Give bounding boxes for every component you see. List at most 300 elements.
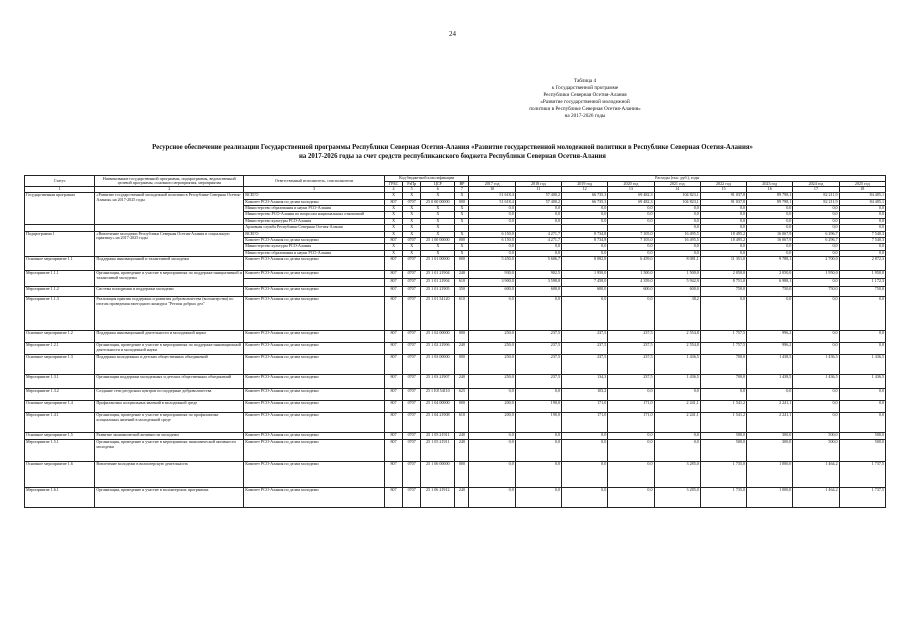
grbs-cell: 807 — [385, 297, 403, 331]
amount-cell: 1 436,5 — [654, 355, 700, 375]
index-cell: 2 — [95, 187, 244, 193]
amount-cell: 6 296,7 — [793, 231, 839, 237]
amount-cell: 7 540,3 — [839, 231, 885, 237]
vr-cell: X — [455, 205, 469, 211]
amount-cell: 4 271,7 — [515, 231, 561, 237]
amount-cell: 1 000,0 — [747, 462, 793, 488]
amount-cell: 0,0 — [515, 297, 561, 331]
amount-cell: 0,0 — [839, 401, 885, 413]
executor-cell: Комитет РСО-Алания по делам молодежи — [244, 343, 385, 355]
amount-cell: 0,0 — [562, 462, 608, 488]
amount-cell: 1 436,5 — [793, 375, 839, 389]
amount-cell: 0,0 — [654, 244, 700, 250]
index-cell: 12 — [562, 187, 608, 193]
rzpr-cell: 0707 — [403, 433, 421, 440]
amount-cell: 82 211,9 — [793, 193, 839, 199]
amount-cell: 2 050,0 — [747, 271, 793, 279]
amount-cell: 8 081,1 — [654, 257, 700, 271]
amount-cell: 0,0 — [839, 389, 885, 401]
amount-cell: 134,3 — [562, 375, 608, 389]
executor-cell: Комитет РСО-Алания по делам молодежи — [244, 375, 385, 389]
amount-cell: 1 735,0 — [700, 488, 746, 508]
csr-cell: 25 1 01 21905 — [421, 287, 455, 297]
amount-cell: 0,0 — [469, 212, 515, 218]
header-name: Наименование государственной программы, подпрограммы, ведомственной целевой программы, основного мероприятия, мероприятия — [95, 176, 244, 187]
amount-cell: 0,0 — [562, 218, 608, 224]
amount-cell: 0,0 — [515, 488, 561, 508]
grbs-cell: 807 — [385, 375, 403, 389]
name-cell: Поддержка инновационной деятельности и молодежной науки — [95, 331, 244, 343]
amount-cell: 1 737,5 — [839, 488, 885, 508]
header-status: Статус — [25, 176, 95, 187]
csr-cell: X — [421, 212, 455, 218]
amount-cell: 0,0 — [469, 297, 515, 331]
vr-cell: 240 — [455, 375, 469, 389]
amount-cell: 0,0 — [562, 244, 608, 250]
rzpr-cell: 0707 — [403, 199, 421, 205]
executor-cell: Министерство образования и науки РСО-Алания — [244, 250, 385, 256]
vr-cell: 350 — [455, 287, 469, 297]
amount-cell: 0,0 — [515, 205, 561, 211]
amount-cell: 1 464,2 — [793, 462, 839, 488]
amount-cell: 600,0 — [654, 287, 700, 297]
amount-cell: 38,2 — [654, 297, 700, 331]
amount-cell: 1 000,0 — [747, 488, 793, 508]
rzpr-cell: 0707 — [403, 488, 421, 508]
name-cell: Реализация практик поддержки и развития добровольчества (волонтерства) по итогам проведения ежегодного конкурса "Регион добрых дел" — [95, 297, 244, 331]
executor-cell: Комитет РСО-Алания по делам молодежи — [244, 440, 385, 462]
amount-cell: 171,0 — [562, 413, 608, 433]
table-body — [25, 187, 886, 508]
vr-cell: X — [455, 212, 469, 218]
executor-cell: Комитет РСО-Алания по делам молодежи — [244, 237, 385, 243]
grbs-cell: X — [385, 218, 403, 224]
amount-cell: 0,0 — [608, 462, 654, 488]
amount-cell: 7 540,3 — [839, 237, 885, 243]
amount-cell: 700,0 — [700, 375, 746, 389]
header-year: 2025 год — [839, 181, 885, 187]
name-cell: Поддержка инновационной и талантливой молодежи — [95, 257, 244, 271]
amount-cell: 0,0 — [608, 488, 654, 508]
amount-cell: 1 757,5 — [700, 331, 746, 343]
name-cell: Профилактика асоциальных явлений в молодежной среде — [95, 401, 244, 413]
amount-cell: 0,0 — [608, 389, 654, 401]
amount-cell: 750,0 — [839, 287, 885, 297]
grbs-cell: 807 — [385, 389, 403, 401]
vr-cell: 000 — [455, 401, 469, 413]
amount-cell: 237,5 — [608, 355, 654, 375]
amount-cell: 0,0 — [469, 244, 515, 250]
rzpr-cell: 0707 — [403, 331, 421, 343]
grbs-cell: X — [385, 193, 403, 199]
amount-cell: 0,0 — [839, 218, 885, 224]
amount-cell: 237,5 — [562, 331, 608, 343]
name-cell: «Развитие государственной молодежной политики в Республике Северная Осетия-Алания» на 2017-2025 годы — [95, 193, 244, 225]
amount-cell: 250,0 — [469, 343, 515, 355]
csr-cell: 25 1 03 00000 — [421, 355, 455, 375]
rzpr-cell: 0707 — [403, 287, 421, 297]
amount-cell: 171,0 — [608, 413, 654, 433]
vr-cell: 000 — [455, 257, 469, 271]
amount-cell: 2 700,0 — [793, 257, 839, 271]
amount-cell: 0,0 — [700, 218, 746, 224]
amount-cell: 6 296,7 — [793, 237, 839, 243]
table-row — [25, 343, 886, 355]
amount-cell: 0,0 — [747, 212, 793, 218]
status-cell: Мероприятие 1.1.1 — [25, 271, 95, 287]
amount-cell: 0,0 — [700, 212, 746, 218]
header-rzpr: РзПр — [403, 181, 421, 187]
name-cell: Организация, проведение и участие в мероприятиях по поддержке инновационной деятельности и молодежной науки — [95, 343, 244, 355]
amount-cell: 0,0 — [654, 225, 700, 231]
grbs-cell: 807 — [385, 355, 403, 375]
header-year: 2023 год — [747, 181, 793, 187]
title-line: Ресурсное обеспечение реализации Государственной программы Республики Северная Осетия-Алания «Развитие государственной молодежной политики в Республике Северная Осетия-Алания» — [152, 144, 753, 151]
executor-cell: Комитет РСО-Алания по делам молодежи — [244, 297, 385, 331]
amount-cell: 1 541,2 — [700, 413, 746, 433]
executor-cell: Комитет РСО-Алания по делам молодежи — [244, 401, 385, 413]
rzpr-cell: X — [403, 231, 421, 237]
title-line: на 2017-2026 годы за счет средств республиканского бюджета Республики Северная Осетия-Алания — [299, 152, 606, 160]
executor-cell: Комитет РСО-Алания по делам молодежи — [244, 331, 385, 343]
amount-cell: 8 734,8 — [562, 231, 608, 237]
grbs-cell: 807 — [385, 413, 403, 433]
csr-cell: 25 1 01 54120 — [421, 297, 455, 331]
amount-cell: 82 211,9 — [793, 199, 839, 205]
amount-cell: 0,0 — [793, 244, 839, 250]
amount-cell: 69 482,3 — [608, 193, 654, 199]
amount-cell: 2 241,1 — [747, 401, 793, 413]
amount-cell: 0,0 — [654, 250, 700, 256]
vr-cell: 000 — [455, 199, 469, 205]
csr-cell: 25 1 05 21911 — [421, 440, 455, 462]
header-year: 2020 год — [608, 181, 654, 187]
amount-cell: 0,0 — [793, 389, 839, 401]
name-cell: Организация, проведение и участие в волонтерских программах — [95, 488, 244, 508]
status-cell: Мероприятие 1.1.2 — [25, 287, 95, 297]
amount-cell: 9 788,1 — [747, 257, 793, 271]
rzpr-cell: X — [403, 244, 421, 250]
amount-cell: 51 618,4 — [469, 193, 515, 199]
amount-cell: 300,0 — [747, 440, 793, 462]
amount-cell: 6 150,0 — [469, 231, 515, 237]
status-cell: Мероприятие 1.5.1 — [25, 440, 95, 462]
executor-cell: ВСЕГО — [244, 231, 385, 237]
amount-cell: 500,0 — [793, 433, 839, 440]
grbs-cell: 807 — [385, 287, 403, 297]
amount-cell: 1 757,5 — [700, 343, 746, 355]
amount-cell: 0,0 — [839, 225, 885, 231]
amount-cell: 5 606,7 — [515, 257, 561, 271]
header-expenses: Расходы (тыс. руб.), годы — [469, 176, 886, 182]
grbs-cell: X — [385, 244, 403, 250]
table-row — [25, 331, 886, 343]
status-cell: Мероприятие 1.1.3 — [25, 297, 95, 331]
amount-cell: 171,0 — [608, 401, 654, 413]
amount-cell: 1 737,5 — [839, 462, 885, 488]
amount-cell: 104 823,1 — [654, 199, 700, 205]
amount-cell: 996,2 — [747, 331, 793, 343]
status-cell: Основное мероприятие 1.2 — [25, 331, 95, 343]
amount-cell: 2 241,1 — [654, 401, 700, 413]
amount-cell: 0,0 — [793, 401, 839, 413]
header-year: 2019 год — [562, 181, 608, 187]
grbs-cell: X — [385, 205, 403, 211]
amount-cell: 902,5 — [515, 271, 561, 279]
index-cell: 16 — [747, 187, 793, 193]
header-year: 2021 год — [654, 181, 700, 187]
vr-cell: 000 — [455, 355, 469, 375]
amount-cell: 1 950,0 — [562, 271, 608, 279]
amount-cell: 600,0 — [515, 287, 561, 297]
header-year: 2018 год — [515, 181, 561, 187]
amount-cell: 0,0 — [515, 440, 561, 462]
amount-cell: 237,5 — [608, 375, 654, 389]
csr-cell: X — [421, 193, 455, 199]
index-cell: 13 — [608, 187, 654, 193]
amount-cell: 171,0 — [562, 401, 608, 413]
amount-cell: 2 241,1 — [747, 413, 793, 433]
amount-cell: 3 900,0 — [469, 279, 515, 287]
amount-cell: 750,0 — [700, 287, 746, 297]
grbs-cell: 807 — [385, 271, 403, 279]
amount-cell: 250,0 — [469, 331, 515, 343]
amount-cell: 0,0 — [793, 413, 839, 433]
amount-cell: 500,0 — [700, 433, 746, 440]
amount-cell: 0,0 — [608, 205, 654, 211]
amount-cell: 0,0 — [747, 297, 793, 331]
executor-cell: Комитет РСО-Алания по делам молодежи — [244, 413, 385, 433]
csr-cell: 25 1 04 21908 — [421, 413, 455, 433]
name-cell: Развитие экономической активности молодежи — [95, 433, 244, 440]
amount-cell: 2 872,3 — [839, 257, 885, 271]
amount-cell: 0,0 — [747, 389, 793, 401]
amount-cell: 1 436,5 — [654, 375, 700, 389]
rzpr-cell: X — [403, 250, 421, 256]
rzpr-cell: 0707 — [403, 462, 421, 488]
amount-cell: 4 359,0 — [608, 279, 654, 287]
amount-cell: 8 751,0 — [700, 279, 746, 287]
amount-cell: 7 450,0 — [562, 279, 608, 287]
amount-cell: 57 400,2 — [515, 199, 561, 205]
vr-cell: X — [455, 244, 469, 250]
table-row — [25, 389, 886, 401]
csr-cell: 25 1 03 21907 — [421, 375, 455, 389]
amount-cell: 18 495,2 — [700, 237, 746, 243]
amount-cell: 0,0 — [839, 297, 885, 331]
header-executor: Ответственный исполнитель, соисполнители — [244, 176, 385, 187]
amount-cell: 0,0 — [747, 250, 793, 256]
csr-cell: 25 1 01 00000 — [421, 257, 455, 271]
amount-cell: 0,0 — [562, 250, 608, 256]
amount-cell: 1 438,5 — [747, 375, 793, 389]
vr-cell: X — [455, 218, 469, 224]
amount-cell: 0,0 — [562, 440, 608, 462]
rzpr-cell: X — [403, 225, 421, 231]
annex-line: политики в Республике Северная Осетия-Алания» — [529, 106, 641, 112]
amount-cell: 0,0 — [700, 225, 746, 231]
amount-cell: 51 618,4 — [469, 199, 515, 205]
executor-cell: Комитет РСО-Алания по делам молодежи — [244, 433, 385, 440]
amount-cell: 0,0 — [747, 205, 793, 211]
amount-cell: 0,0 — [469, 462, 515, 488]
amount-cell: 1 464,2 — [793, 488, 839, 508]
csr-cell: 25 1 02 00000 — [421, 331, 455, 343]
amount-cell: 69 482,3 — [608, 199, 654, 205]
status-cell: Мероприятие 1.3.1 — [25, 375, 95, 389]
table-row — [25, 355, 886, 375]
table-row — [25, 287, 886, 297]
index-cell: 1 — [25, 187, 95, 193]
amount-cell: 600,0 — [469, 287, 515, 297]
amount-cell: 7 105,0 — [608, 231, 654, 237]
amount-cell: 237,5 — [515, 343, 561, 355]
amount-cell: 190,0 — [515, 413, 561, 433]
amount-cell: 0,0 — [469, 488, 515, 508]
grbs-cell: X — [385, 212, 403, 218]
amount-cell: 0,0 — [562, 488, 608, 508]
table-row — [25, 440, 886, 462]
csr-cell: 25 1 06 21912 — [421, 488, 455, 508]
status-cell: Мероприятие 1.4.1 — [25, 413, 95, 433]
executor-cell: Министерство образования и науки РСО-Алания — [244, 205, 385, 211]
amount-cell: 4 271,7 — [515, 237, 561, 243]
amount-cell: 0,0 — [700, 244, 746, 250]
vr-cell: 610 — [455, 297, 469, 331]
amount-cell: 0,0 — [839, 331, 885, 343]
amount-cell: 0,0 — [747, 218, 793, 224]
index-cell: 11 — [515, 187, 561, 193]
grbs-cell: 807 — [385, 462, 403, 488]
amount-cell: 0,0 — [793, 225, 839, 231]
amount-cell: 0,0 — [562, 297, 608, 331]
executor-cell: Комитет РСО-Алания по делам молодежи — [244, 488, 385, 508]
table-head — [25, 176, 886, 187]
header-budget-class: Код бюджетной классификации — [385, 176, 469, 182]
amount-cell: 91 037,8 — [700, 193, 746, 199]
grbs-cell: X — [385, 250, 403, 256]
index-cell: 15 — [700, 187, 746, 193]
grbs-cell: X — [385, 225, 403, 231]
rzpr-cell: 0707 — [403, 440, 421, 462]
vr-cell: 240 — [455, 271, 469, 279]
annex-line: на 2017-2026 годы — [564, 113, 606, 119]
index-cell: 18 — [839, 187, 885, 193]
amount-cell: 996,2 — [747, 343, 793, 355]
vr-cell: 000 — [455, 462, 469, 488]
amount-cell: 500,0 — [700, 440, 746, 462]
executor-cell: Комитет РСО-Алания по делам молодежи — [244, 462, 385, 488]
table-row — [25, 401, 886, 413]
amount-cell: 1 541,2 — [700, 401, 746, 413]
rzpr-cell: 0707 — [403, 343, 421, 355]
grbs-cell: 807 — [385, 279, 403, 287]
amount-cell: 66 735,3 — [562, 193, 608, 199]
header-year: 2022 год — [700, 181, 746, 187]
amount-cell: 5 450,0 — [469, 257, 515, 271]
amount-cell: 1 436,5 — [839, 355, 885, 375]
amount-cell: 0,0 — [700, 297, 746, 331]
amount-cell: 89 798,1 — [747, 193, 793, 199]
csr-cell: X — [421, 250, 455, 256]
amount-cell: 0,0 — [608, 297, 654, 331]
executor-cell: Министерство РСО-Алания по вопросам национальных отношений — [244, 212, 385, 218]
index-cell: 10 — [469, 187, 515, 193]
amount-cell: 200,0 — [469, 401, 515, 413]
executor-cell: Министерство культуры РСО-Алания — [244, 218, 385, 224]
executor-cell: Комитет РСО-Алания по делам молодежи — [244, 271, 385, 279]
amount-cell: 3 285,0 — [654, 462, 700, 488]
amount-cell: 600,0 — [562, 287, 608, 297]
amount-cell: 237,5 — [515, 331, 561, 343]
amount-cell: 0,0 — [469, 433, 515, 440]
csr-cell: 25 1 02 21906 — [421, 343, 455, 355]
amount-cell: 0,0 — [654, 440, 700, 462]
status-cell: Основное мероприятие 1.1 — [25, 257, 95, 271]
annex-line: к Государственной программе — [551, 85, 619, 91]
amount-cell: 0,0 — [608, 218, 654, 224]
amount-cell: 1 500,0 — [608, 271, 654, 279]
amount-cell: 2 050,0 — [700, 271, 746, 279]
amount-cell: 3 598,8 — [515, 279, 561, 287]
table-row — [25, 433, 886, 440]
amount-cell: 500,0 — [793, 440, 839, 462]
amount-cell: 0,0 — [654, 389, 700, 401]
vr-cell: 610 — [455, 279, 469, 287]
rzpr-cell: 0707 — [403, 389, 421, 401]
table-row — [25, 462, 886, 488]
grbs-cell: 807 — [385, 257, 403, 271]
status-cell: Мероприятие 1.6.1 — [25, 488, 95, 508]
vr-cell: 000 — [455, 331, 469, 343]
amount-cell: 237,5 — [515, 355, 561, 375]
amount-cell: 16 495,5 — [654, 231, 700, 237]
name-cell: Организация, проведение и участие в мероприятиях по поддержке инициативной и талантливой молодежи — [95, 271, 244, 287]
amount-cell: 0,0 — [608, 433, 654, 440]
rzpr-cell: 0707 — [403, 271, 421, 279]
csr-cell: X — [421, 205, 455, 211]
amount-cell: 84 405,1 — [839, 199, 885, 205]
amount-cell: 8 734,8 — [562, 237, 608, 243]
amount-cell: 11 351,0 — [700, 257, 746, 271]
name-cell: Вовлечение молодежи в волонтерскую деятельность — [95, 462, 244, 488]
name-cell: Поддержка молодежных и детских общественных объединений — [95, 355, 244, 375]
status-cell: Основное мероприятие 1.3 — [25, 355, 95, 375]
vr-cell: X — [455, 193, 469, 199]
header-year: 2017 год — [469, 181, 515, 187]
rzpr-cell: 0707 — [403, 237, 421, 243]
rzpr-cell: 0707 — [403, 257, 421, 271]
rzpr-cell: 0707 — [403, 375, 421, 389]
grbs-cell: 807 — [385, 343, 403, 355]
amount-cell: 237,5 — [515, 375, 561, 389]
amount-cell: 66 735,3 — [562, 199, 608, 205]
vr-cell: 240 — [455, 488, 469, 508]
name-cell: «Вовлечение молодежи Республики Северная Осетия-Алания в социальную практику» на 2017-2025 годы — [95, 231, 244, 257]
csr-cell: X — [421, 225, 455, 231]
amount-cell: 237,5 — [562, 355, 608, 375]
amount-cell: 0,0 — [654, 212, 700, 218]
amount-cell: 91 037,8 — [700, 199, 746, 205]
annex-caption — [520, 78, 650, 120]
executor-cell: Архивная служба Республики Северная Осетия-Алания — [244, 225, 385, 231]
vr-cell: 240 — [455, 433, 469, 440]
grbs-cell: 807 — [385, 199, 403, 205]
rzpr-cell: X — [403, 193, 421, 199]
index-cell: 3 — [244, 187, 385, 193]
amount-cell: 89 798,1 — [747, 199, 793, 205]
amount-cell: 6 150,0 — [469, 237, 515, 243]
